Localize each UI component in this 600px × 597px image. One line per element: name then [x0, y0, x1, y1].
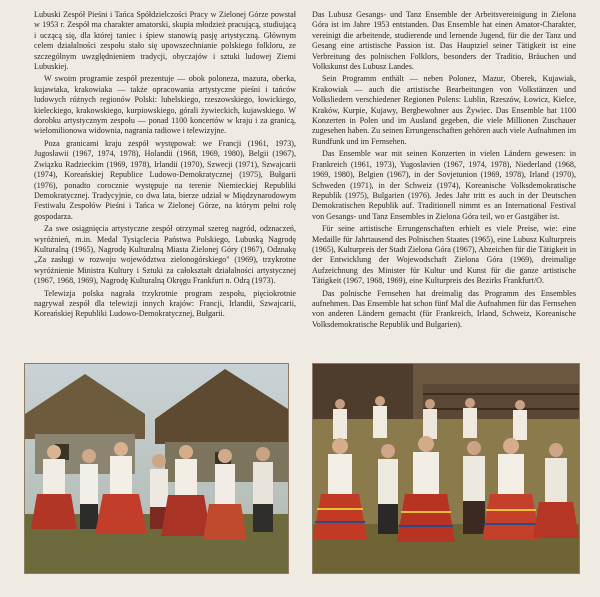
german-text-column [312, 10, 576, 332]
german-paragraph: Sein Programm enthält — neben Polonez, Mazur, Oberek, Kujawiak, Krakowiak — auch die artistische Bearbeitungen von Volkstänzen und Volksliedern verschiedener Regionen Polens: Lublin, Rzeszów, Łowicz, Kielce, Kraków, Kurpie, Kujawy, Bergbewohner aus Żywiec. Das Ensemble hat 1100 Konzerten in Polen und im Ausland gegeben, die viele Millionen Zuschauer zugesehen haben. Zu seinen Errungenschaften gehören auch viele Aufnahmen im Rundfunk und im Fernsehen. [312, 74, 576, 146]
german-paragraph: Für seine artistische Errungenschaften erhielt es viele Preise, wie: eine Medaille für Jahrtausend des Polnischen Staates (1965), eine Lubusz Kulturpreis (1965), Kulturpreis der Stadt Zielona Góra (1967), Abzeichen für die Tätigkeit in der Entwicklung der Wojewodschaft Zielona Góra (1969), dreimalige Aufzeichnung des Minister für Kultur und Kunst für die ganze artistische Tätigkeit (1967, 1968, 1969), eine Kulturpreis des Bezirks Frankfurt/O. [312, 224, 576, 286]
polish-paragraph: Poza granicami kraju zespół występował: we Francji (1961, 1973), Jugosławii (1967, 1974, 1978), Holandii (1968, 1969, 1980), Belgii (1967), Związku Radzieckim (1969, 1978), Irlandii (1970), Szwecji (1971), Szwajcarii (1974), Koreańskiej Republice Ludowo-Demokratycznej (1975), Bułgarii (1976), ponadto corocznie występuje na terenie Niemieckiej Republiki Demokratycznej. Tradycyjnie, co dwa lata, bierze udział w Międzynarodowym Festiwalu Zespołów Pieśni i Tańca w Zielonej Górze, na którym pełni rolę gospodarza. [34, 138, 296, 221]
photo-dancers-by-cottages [24, 363, 289, 574]
dancers-field-illustration [313, 364, 579, 573]
german-paragraph: Das Ensemble war mit seinen Konzerten in vielen Ländern gewesen: in Frankreich (1961, 1973), Yugoslavien (1967, 1974, 1978), Niederland (1968, 1969, 1980), Belgien (1967), in der Sovjetunion (1969, 1978), Irland (1970), Schweden (1971), in der Schweiz (1974), Koreanische Volksdemokratische Republik (1975), Bulgarien (1976). Jedes Jahr tritt es auch in der Deutschen Demokratischen Republik auf. Traditionell nimmt es an International Festival von Gesangs- und Tanz Ensembles in Zielona Góra teil, wo er Gastgäber ist. [312, 149, 576, 221]
german-paragraph: Das Lubusz Gesangs- und Tanz Ensemble der Arbeitsvereinigung in Zielona Góra ist im Jahre 1953 entstanden. Das Ensemble hat einen Amator-Charakter, vereinigt die arbeitende, studierende und lernende Jugend, für die der Tanz und Gesang eine artistische Passion ist. Das Hauptziel seiner Tätigkeit ist eine Verbreitung des polnischen Folklors, besonders der Traditio, Bräuchen und Volkskunst des Lubusz Landes. [312, 10, 576, 72]
photo-dancers-in-field [312, 363, 580, 574]
polish-paragraph: Telewizja polska nagrała trzykrotnie program zespołu, pięciokrotnie nagrywał zespół dla telewizji innych krajów: Francji, Irlandii, Szwajcarii, Koreańskiej Republiki Ludowo-Demokratycznej, Bułgarii. [34, 288, 296, 319]
polish-text-column [34, 10, 296, 322]
polish-paragraph: Za swe osiągnięcia artystyczne zespół otrzymał szereg nagród, odznaczeń, wyróżnień, m.in. Medal Tysiąclecia Państwa Polskiego, Lubuską Nagrodę Kulturalną (1965), Nagrodę Kulturalną Miasta Zielonej Góry (1967), Odznakę „Za zasługi w rozwoju województwa zielonogórskiego" (1969), trzykrotne wyróżnienie Ministra Kultury i Sztuki za całokształt działalności artystycznej (1967, 1968, 1969), Nagrodę Kulturalną Okręgu Frankfurt n. Odrą (1973). [34, 224, 296, 286]
polish-paragraph: W swoim programie zespół prezentuje — obok poloneza, mazura, oberka, kujawiaka, krakowiaka — także opracowania artystyczne pieśni i tańców ludowych różnych regionów Polski: lubelskiego, rzeszowskiego, łowickiego, kieleckiego, krakowskiego, kurpiowskiego, górali żywieckich, kujawskiego. W dorobku artystycznym zespołu — ponad 1100 koncertów w kraju i za granicą, wielomilionowa widownia, nagrania radiowe i telewizyjne. [34, 74, 296, 136]
polish-paragraph: Lubuski Zespół Pieśni i Tańca Spółdzielczości Pracy w Zielonej Górze powstał w 1953 r. Zespół ma charakter amatorski, skupia młodzież pracującą, studiującą i uczącą się, dla której taniec i śpiew stanowią pasję artystyczną. Głównym celem działalności zespołu stało się upowszechnianie polskiego folkloru, ze szczególnym uwzględnieniem tradycji, obyczajów i sztuki ludowej Ziemi Lubuskiej. [34, 10, 296, 72]
german-paragraph: Das polnische Fernsehen hat dreimalig das Programm des Ensembles aufnehmen. Das Ensemble hat schon fünf Mal die Aufnahmen für das Fernsehen von anderen Ländern gemacht (für Frankreich, Irland, Schweiz, Koreanische Volksdemokratische Republik und Bulgarien). [312, 288, 576, 329]
dancers-cottages-illustration [25, 364, 288, 573]
